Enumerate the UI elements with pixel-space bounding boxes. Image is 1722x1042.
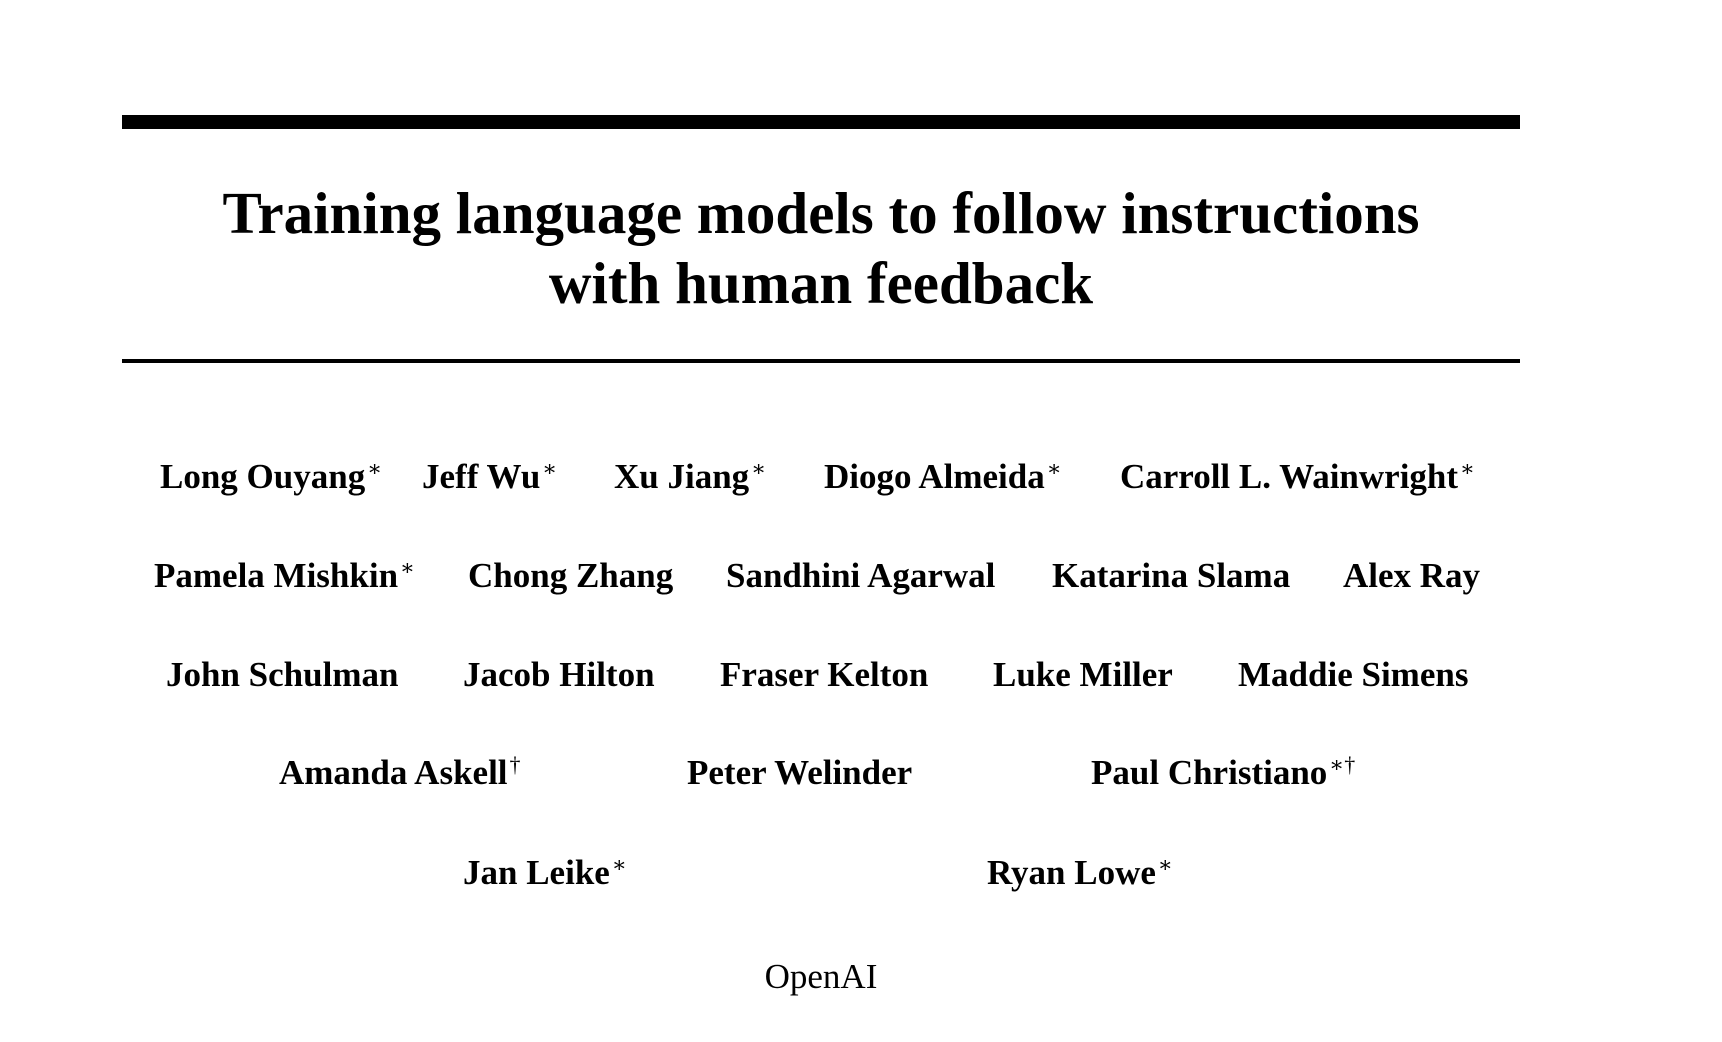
author: Chong Zhang — [468, 556, 674, 595]
author: Jeff Wu∗ — [422, 456, 558, 496]
author-mark: ∗ — [751, 456, 767, 481]
author-row-3 — [0, 650, 1722, 700]
author-mark: ∗ — [611, 852, 627, 877]
author-mark: ∗ — [542, 456, 558, 481]
affiliation: OpenAI — [764, 957, 878, 996]
author: Luke Miller — [993, 655, 1173, 694]
author: John Schulman — [166, 655, 399, 694]
author-row-5 — [0, 848, 1722, 898]
author: Ryan Lowe∗ — [987, 852, 1173, 892]
author: Jan Leike∗ — [463, 852, 627, 892]
author: Peter Welinder — [687, 753, 913, 792]
author: Long Ouyang∗ — [160, 456, 383, 496]
paper-title — [122, 178, 1520, 318]
title-top-rule — [122, 115, 1520, 129]
author-mark: ∗ — [1046, 456, 1062, 481]
author: Pamela Mishkin∗ — [154, 555, 415, 595]
author: Diogo Almeida∗ — [824, 456, 1062, 496]
author-mark: ∗ — [1157, 852, 1173, 877]
author: Maddie Simens — [1238, 655, 1469, 694]
author: Xu Jiang∗ — [614, 456, 767, 496]
paper-title-line-1: Training language models to follow instructions — [222, 180, 1420, 246]
author-mark: ∗ — [367, 456, 383, 481]
author-row-1 — [0, 452, 1722, 502]
author-mark: ∗ — [400, 555, 415, 580]
author: Katarina Slama — [1052, 556, 1291, 595]
author-row-4 — [0, 748, 1722, 798]
author-mark: ∗ — [1460, 456, 1475, 481]
paper-title-line-2: with human feedback — [548, 250, 1094, 316]
title-bottom-rule — [122, 359, 1520, 363]
author: Fraser Kelton — [720, 655, 929, 694]
author: Jacob Hilton — [463, 655, 655, 694]
author-row-2 — [0, 551, 1722, 601]
author: Paul Christiano∗† — [1091, 752, 1356, 792]
author: Alex Ray — [1343, 556, 1481, 595]
author: Carroll L. Wainwright∗ — [1120, 456, 1475, 496]
author: Amanda Askell† — [279, 752, 521, 792]
author-mark: † — [509, 752, 521, 777]
author-mark: ∗† — [1329, 752, 1356, 777]
author: Sandhini Agarwal — [726, 556, 996, 595]
